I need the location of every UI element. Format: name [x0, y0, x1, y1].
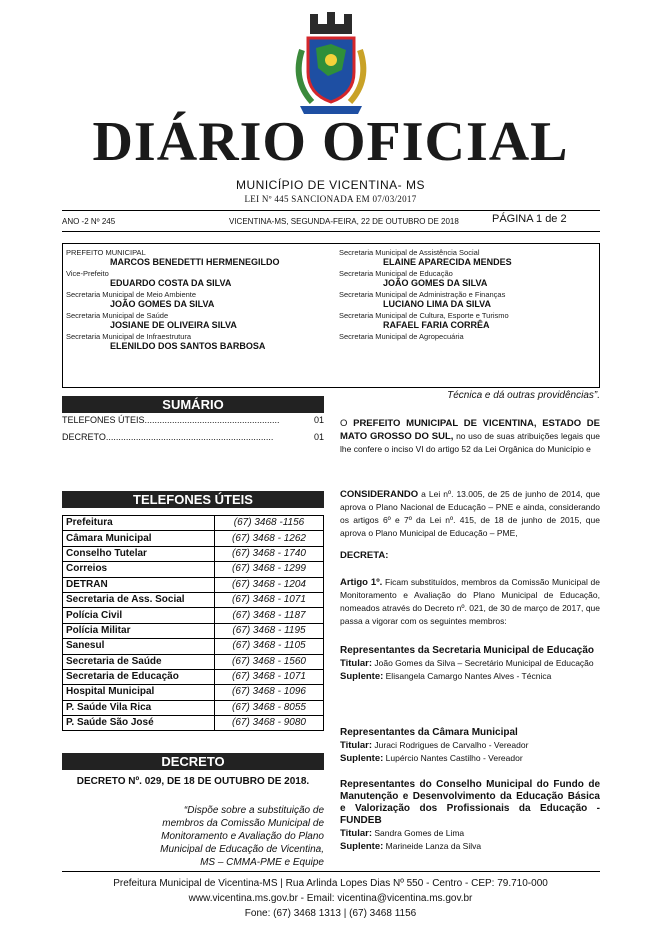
phone-number[interactable]: (67) 3468 - 1195 [215, 623, 324, 638]
phone-service-name: Sanesul [63, 639, 215, 654]
phone-number[interactable]: (67) 3468 - 1071 [215, 669, 324, 684]
phone-number[interactable]: (67) 3468 -1156 [215, 516, 324, 531]
phone-row [63, 685, 324, 700]
phone-row [63, 577, 324, 592]
phone-row [63, 562, 324, 577]
phone-row [63, 654, 324, 669]
phone-number[interactable]: (67) 3468 - 1262 [215, 531, 324, 546]
newspaper-title: DIÁRIO OFICIAL [92, 111, 569, 173]
phone-number[interactable]: (67) 3468 - 1299 [215, 562, 324, 577]
phone-row [63, 623, 324, 638]
decree-preamble: O PREFEITO MUNICIPAL DE VICENTINA, ESTADO DE MATO GROSSO DO SUL, no uso de suas atribuições legais que lhe confere o inciso VI do artigo 52 da Lei Orgânica do Município e [340, 418, 601, 454]
phone-row [63, 639, 324, 654]
official-entry: Secretaria Municipal de Educação JOÃO GOMES DA SILVA [339, 269, 488, 288]
phone-service-name: Conselho Tutelar [63, 546, 215, 561]
decree-article-1: Artigo 1º. Ficam substituídos, membros da Comissão Municipal de Monitoramento e Avaliação do Plano Municipal de Educação, nomeados através do Decreto nº. 021, de 30 de março de 2017, que passa a vigorar com os seguintes membros: [340, 577, 601, 626]
edition-place-date: VICENTINA-MS, SEGUNDA-FEIRA, 22 DE OUTUBRO DE 2018 [229, 217, 459, 226]
phone-service-name: Câmara Municipal [63, 531, 215, 546]
phone-number[interactable]: (67) 3468 - 1096 [215, 685, 324, 700]
phone-row [63, 516, 324, 531]
phone-service-name: Secretaria de Ass. Social [63, 592, 215, 607]
decree-ementa-continued: Técnica e dá outras providências”. [447, 390, 600, 401]
law-reference: LEI Nº 445 SANCIONADA EM 07/03/2017 [244, 194, 417, 204]
toc-item-telefones[interactable]: TELEFONES ÚTEIS...................................................... 01 [62, 415, 324, 425]
official-entry: Secretaria Municipal de Saúde JOSIANE DE OLIVEIRA SILVA [66, 311, 237, 330]
phone-number[interactable]: (67) 3468 - 1204 [215, 577, 324, 592]
municipality-name: MUNICÍPIO DE VICENTINA- MS [235, 178, 425, 192]
decree-considerando: CONSIDERANDO a Lei nº. 13.005, de 25 de junho de 2014, que aprova o Plano Nacional de Educação – PNE e ainda, considerando os artigos 6º e 7º da Lei nº. 415, de 18 de junho de 2015, que aprova o Plano Municipal de Educação – PME, [340, 489, 600, 538]
edition-number: ANO -2 Nº 245 [62, 217, 116, 226]
footer-phones: Fone: (67) 3468 1313 | (67) 3468 1156 [244, 908, 417, 919]
official-entry: Vice-Prefeito EDUARDO COSTA DA SILVA [66, 269, 232, 288]
phone-row [63, 716, 324, 731]
phone-row [63, 531, 324, 546]
footer-address: Prefeitura Municipal de Vicentina-MS | Rua Arlinda Lopes Dias Nº 550 - Centro - CEP: 79.710-000 [113, 878, 548, 889]
phone-row [63, 546, 324, 561]
decreta-label: DECRETA: [340, 550, 389, 561]
official-entry: Secretaria Municipal de Infraestrutura ELENILDO DOS SANTOS BARBOSA [66, 332, 266, 351]
sumario-heading: SUMÁRIO [62, 396, 324, 413]
phone-service-name: P. Saúde Vila Rica [63, 700, 215, 715]
phone-service-name: Polícia Civil [63, 608, 215, 623]
header-rule-bottom [62, 231, 600, 232]
phone-table [62, 515, 324, 731]
phone-service-name: DETRAN [63, 577, 215, 592]
phone-row [63, 669, 324, 684]
decree-ementa: “Dispõe sobre a substituição de membros da Comissão Municipal de Monitoramento e Avaliação do Plano Municipal de Educação de Vicentina, MS – CMMA-PME e Equipe [160, 805, 324, 868]
phone-row [63, 592, 324, 607]
phone-row [63, 700, 324, 715]
member-group: Representantes da Secretaria Municipal de Educação Titular: João Gomes da Silva – Secretário Municipal de Educação Suplente: Elisangela Camargo Nantes Alves - Técnica [340, 645, 594, 682]
telefones-heading: TELEFONES ÚTEIS [62, 491, 324, 508]
footer-web-email: www.vicentina.ms.gov.br - Email: vicentina@vicentina.ms.gov.br [188, 893, 473, 904]
phone-service-name: Prefeitura [63, 516, 215, 531]
phone-service-name: Secretaria de Saúde [63, 654, 215, 669]
official-entry: Secretaria Municipal de Agropecuária [339, 332, 464, 341]
phone-number[interactable]: (67) 3468 - 1105 [215, 639, 324, 654]
official-entry: Secretaria Municipal de Cultura, Esporte e Turismo RAFAEL FARIA CORRÊA [339, 311, 509, 330]
member-group: Representantes do Conselho Municipal do Fundo de Manutenção e Desenvolvimento da Educação Básica e Valorização dos Profissionais da Educação - FUNDEB Titular: Sandra Gomes de Lima Suplente: Marineide Lanza da Silva [340, 779, 600, 852]
phone-service-name: Secretaria de Educação [63, 669, 215, 684]
member-group: Representantes da Câmara Municipal Titular: Juraci Rodrigues de Carvalho - Vereador Suplente: Lupércio Nantes Castilho - Vereador [340, 727, 529, 764]
officials-left-column [66, 248, 336, 353]
officials-right-column [339, 248, 597, 341]
municipal-coat-of-arms [288, 10, 374, 120]
phone-service-name: Polícia Militar [63, 623, 215, 638]
phone-service-name: Correios [63, 562, 215, 577]
decreto-heading: DECRETO [62, 753, 324, 770]
phone-number[interactable]: (67) 3468 - 1740 [215, 546, 324, 561]
decree-title: DECRETO Nº. 029, DE 18 DE OUTUBRO DE 2018. [76, 776, 310, 787]
phone-number[interactable]: (67) 3468 - 9080 [215, 716, 324, 731]
footer-rule [62, 871, 600, 872]
phone-number[interactable]: (67) 3468 - 1560 [215, 654, 324, 669]
official-entry: PREFEITO MUNICIPAL MARCOS BENEDETTI HERMENEGILDO [66, 248, 280, 267]
page-number: PÁGINA 1 de 2 [492, 213, 567, 225]
toc-item-decreto[interactable]: DECRETO................................................................... 01 [62, 432, 324, 442]
official-entry: Secretaria Municipal de Administração e Finanças LUCIANO LIMA DA SILVA [339, 290, 506, 309]
phone-service-name: Hospital Municipal [63, 685, 215, 700]
phone-number[interactable]: (67) 3468 - 8055 [215, 700, 324, 715]
official-entry: Secretaria Municipal de Meio Ambiente JOÃO GOMES DA SILVA [66, 290, 215, 309]
phone-number[interactable]: (67) 3468 - 1187 [215, 608, 324, 623]
officials-box [62, 243, 600, 388]
official-entry: Secretaria Municipal de Assistência Social ELAINE APARECIDA MENDES [339, 248, 512, 267]
phone-number[interactable]: (67) 3468 - 1071 [215, 592, 324, 607]
header-rule-top [62, 210, 600, 211]
phone-service-name: P. Saúde São José [63, 716, 215, 731]
phone-row [63, 608, 324, 623]
